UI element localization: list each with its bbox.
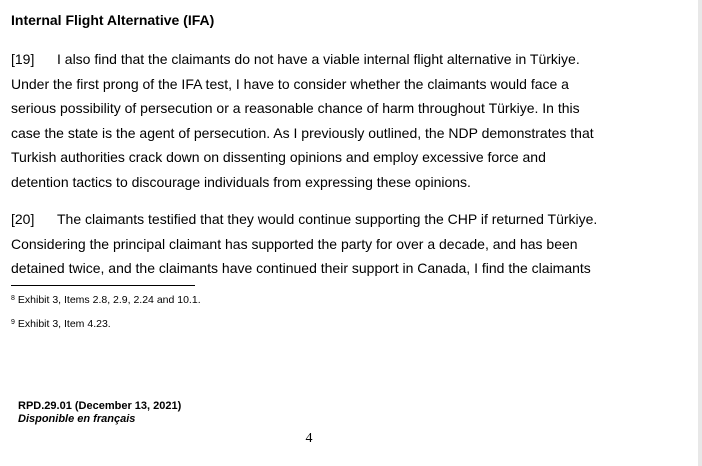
footnote-marker: 9 <box>11 319 15 326</box>
paragraph-line: detained twice, and the claimants have continued their support in Canada, I find the claimants <box>11 260 591 277</box>
paragraph-line: case the state is the agent of persecution. As I previously outlined, the NDP demonstrates that <box>11 124 594 141</box>
paragraph-line: serious possibility of persecution or a reasonable chance of harm throughout Türkiye. In this <box>11 100 580 117</box>
paragraph-line: Considering the principal claimant has supported the party for over a decade, and has been <box>11 235 578 252</box>
footnote-9 <box>11 316 111 331</box>
paragraph-number: [20] <box>11 211 35 227</box>
footnote-8 <box>11 292 201 307</box>
footnote-text: Exhibit 3, Item 4.23. <box>17 318 111 330</box>
footnote-text: Exhibit 3, Items 2.8, 2.9, 2.24 and 10.1. <box>17 294 201 306</box>
paragraph-text: The claimants testified that they would continue supporting the CHP if returned Türkiye. <box>57 211 598 227</box>
paragraph-20 <box>11 207 651 281</box>
page-edge-shadow <box>698 0 702 466</box>
language-note: Disponible en français <box>18 413 136 425</box>
paragraph-number: [19] <box>11 51 35 67</box>
section-heading: Internal Flight Alternative (IFA) <box>11 12 215 28</box>
paragraph-line: Under the first prong of the IFA test, I have to consider whether the claimants would face a <box>11 75 569 92</box>
footnote-marker: 8 <box>11 295 15 302</box>
paragraph-line: detention tactics to discourage individuals from expressing these opinions. <box>11 173 471 190</box>
form-code: RPD.29.01 (December 13, 2021) <box>18 400 182 412</box>
footnote-separator <box>11 285 195 286</box>
page-number: 4 <box>305 431 313 446</box>
paragraph-text: I also find that the claimants do not have a viable internal flight alternative in Türkiye. <box>57 51 580 67</box>
paragraph-line <box>11 207 651 232</box>
paragraph-line: Turkish authorities crack down on dissenting opinions and employ excessive force and <box>11 149 546 166</box>
paragraph-19 <box>11 47 651 195</box>
paragraph-line <box>11 47 651 72</box>
